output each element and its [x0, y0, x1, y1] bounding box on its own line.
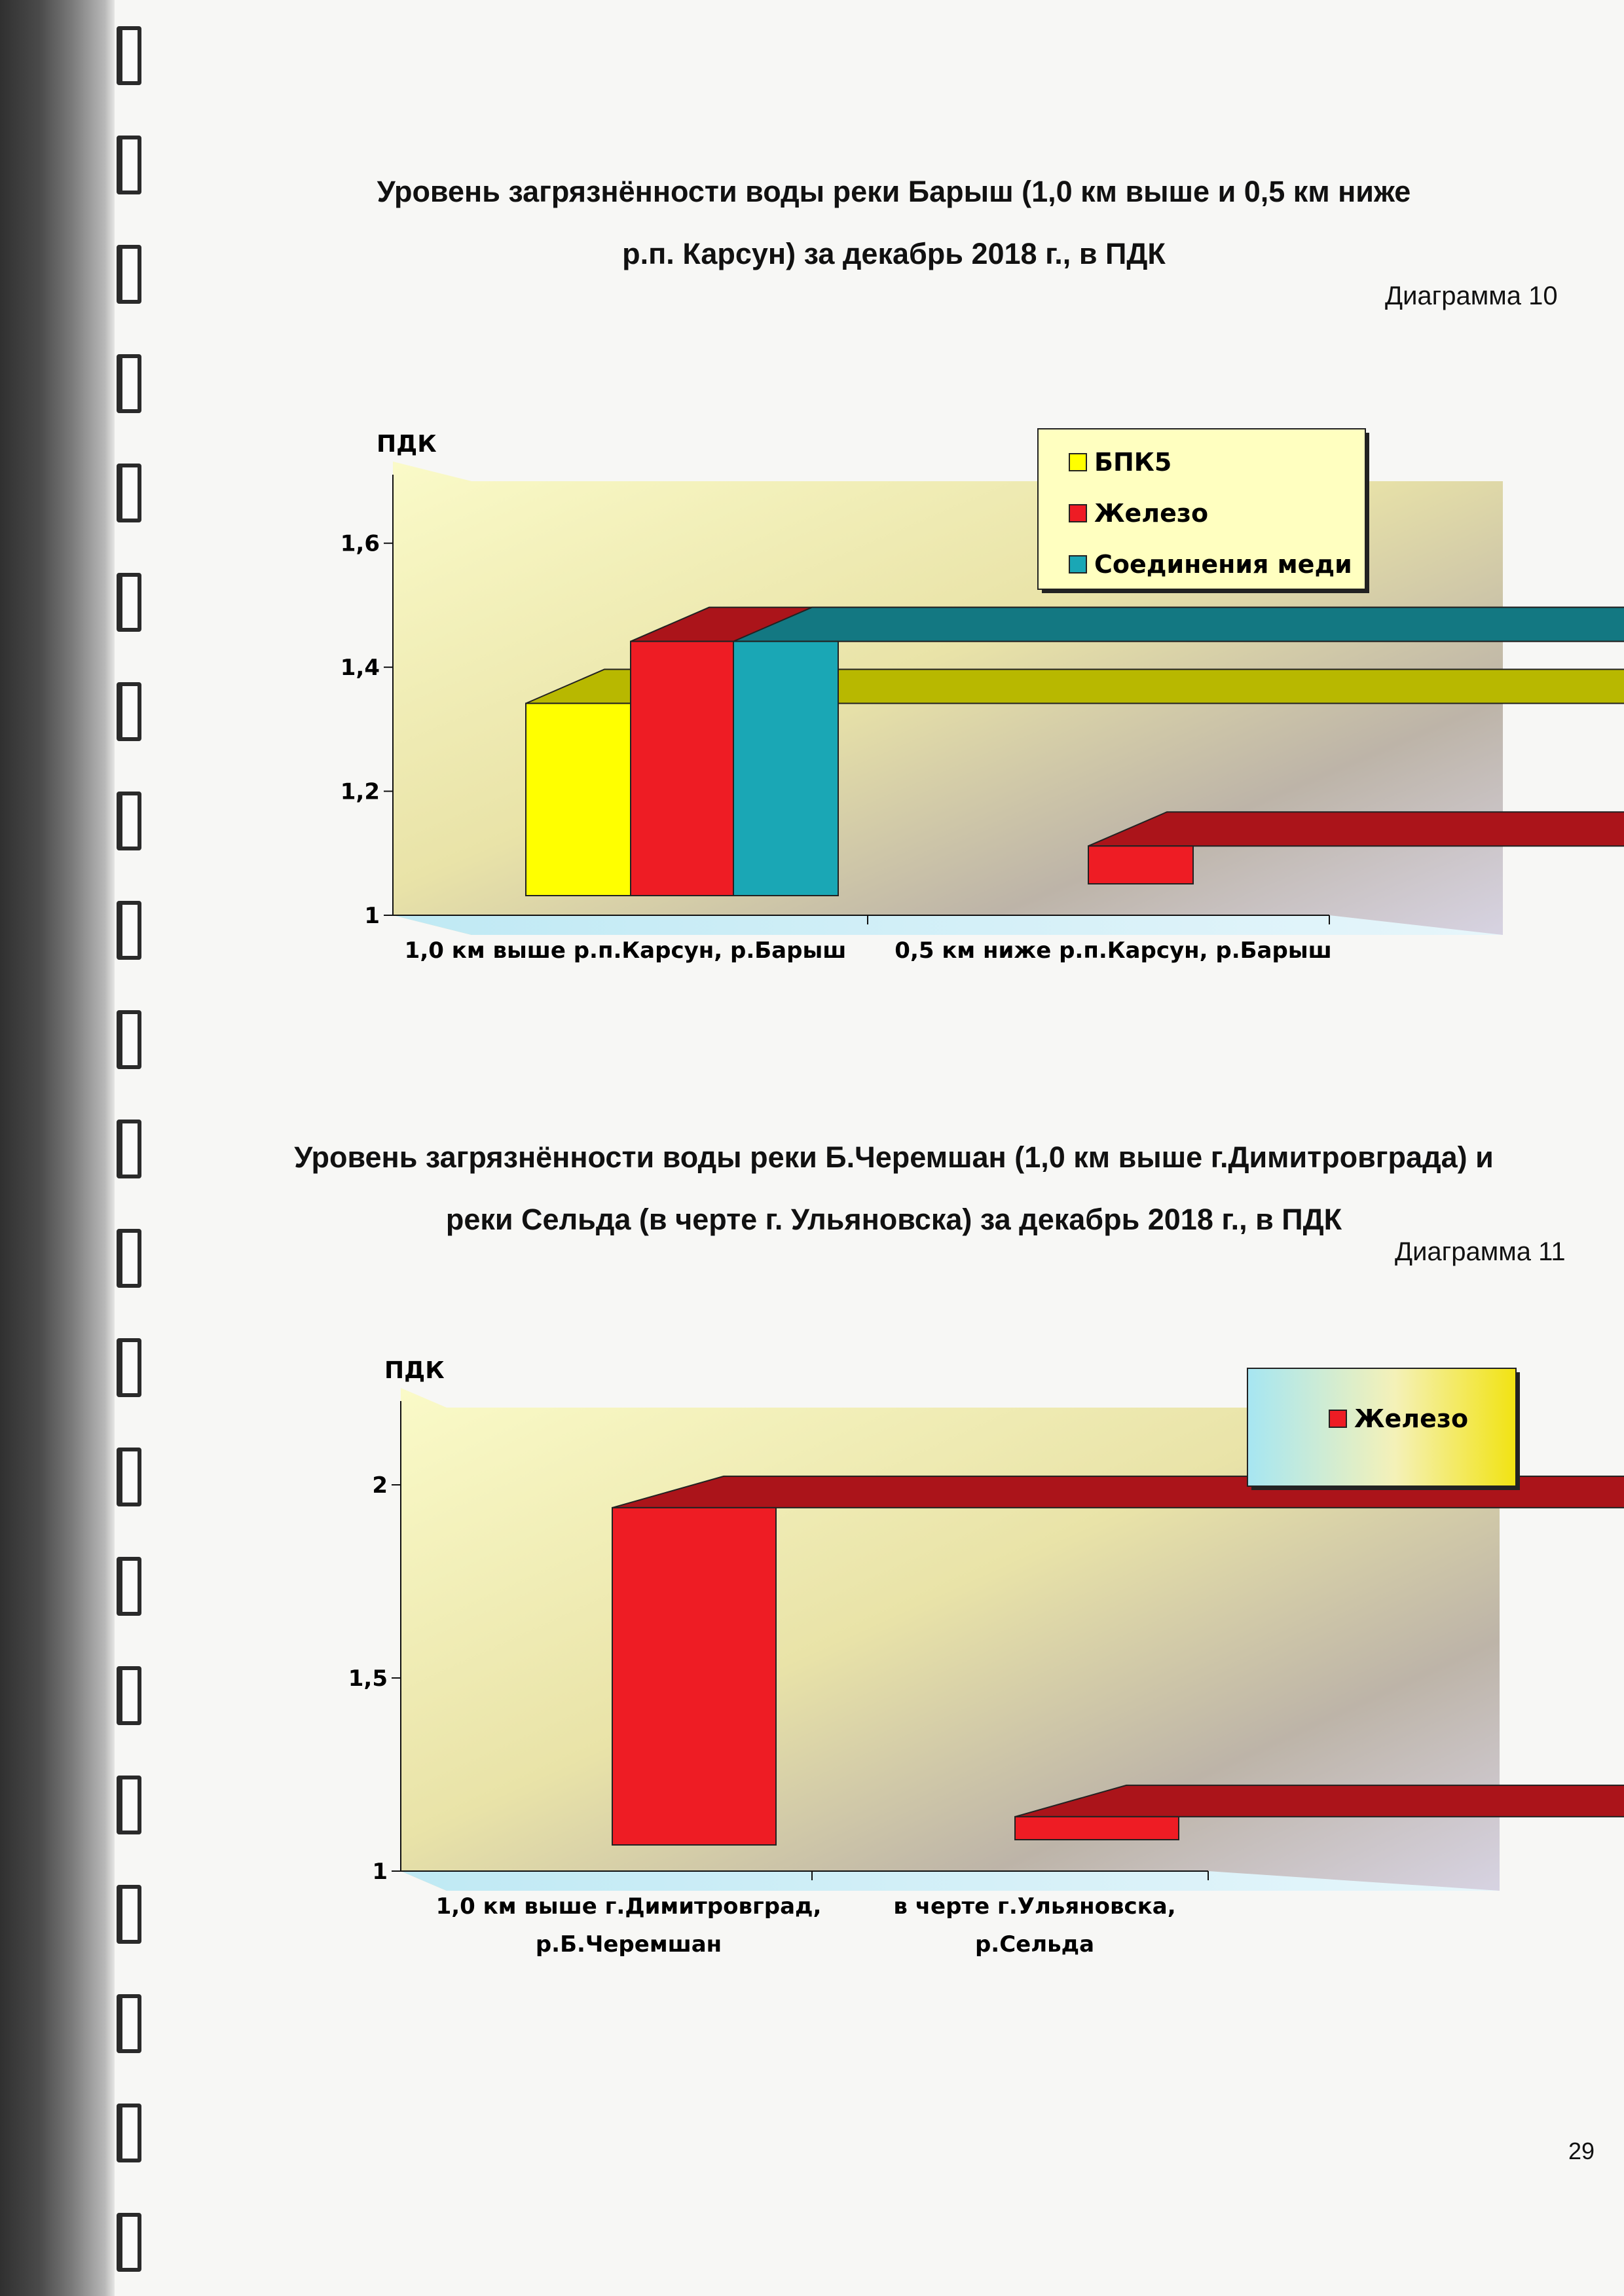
chart-1-title-line-1: Уровень загрязнённости воды реки Барыш (1,0 км выше и 0,5 км ниже [196, 160, 1591, 223]
page-number: 29 [1568, 2138, 1595, 2165]
chart-1-diagram-label: Диаграмма 10 [1385, 282, 1558, 311]
x-category-label: 1,0 км выше р.п.Карсун, р.Барыш [405, 938, 847, 964]
legend-swatch [1069, 556, 1086, 573]
y-axis-label: ПДК [384, 1357, 445, 1384]
legend-entry-label: Соединения меди [1094, 550, 1352, 579]
chart-1-title-line-2: р.п. Карсун) за декабрь 2018 г., в ПДК [196, 223, 1591, 285]
chart-1-bar-соединения-меди-top [733, 608, 1624, 642]
x-category-label: 1,0 км выше г.Димитровград, [436, 1893, 822, 1920]
legend-swatch [1069, 454, 1086, 471]
legend-entry-label: Железо [1354, 1404, 1468, 1433]
y-tick-label: 1 [372, 1859, 388, 1885]
y-tick-label: 1,4 [341, 655, 380, 681]
chart-1-bar-железо-front [631, 642, 735, 896]
chart-1-bar-железо-top [1088, 812, 1624, 846]
chart-1-bar-железо-front [1088, 846, 1193, 884]
y-tick-label: 1,5 [348, 1666, 388, 1692]
chart-1-bar-бпк5-front [526, 703, 631, 896]
x-category-label: в черте г.Ульяновска, [893, 1893, 1175, 1920]
legend-entry-label: БПК5 [1094, 448, 1172, 477]
x-category-label: р.Б.Черемшан [536, 1931, 722, 1958]
y-tick-label: 1 [364, 903, 380, 929]
chart-2-title-line-1: Уровень загрязнённости воды реки Б.Черемшан (1,0 км выше г.Димитровграда) и [196, 1126, 1591, 1188]
legend-swatch [1069, 505, 1086, 522]
chart-floor [393, 915, 1503, 935]
y-tick-label: 2 [372, 1472, 388, 1499]
chart-1-bar-соединения-меди-front [733, 642, 838, 896]
legend-entry-label: Железо [1094, 499, 1208, 528]
chart-2-diagram-label: Диаграмма 11 [1395, 1237, 1566, 1267]
x-category-label: 0,5 км ниже р.п.Карсун, р.Барыш [895, 938, 1331, 964]
y-tick-label: 1,2 [341, 779, 380, 805]
chart-2-title [196, 1126, 1591, 1250]
chart-2-title-line-2: реки Сельда (в черте г. Ульяновска) за декабрь 2018 г., в ПДК [196, 1188, 1591, 1250]
x-category-label: р.Сельда [975, 1931, 1094, 1958]
y-tick-label: 1,6 [341, 531, 380, 557]
y-axis-label: ПДК [377, 431, 437, 458]
